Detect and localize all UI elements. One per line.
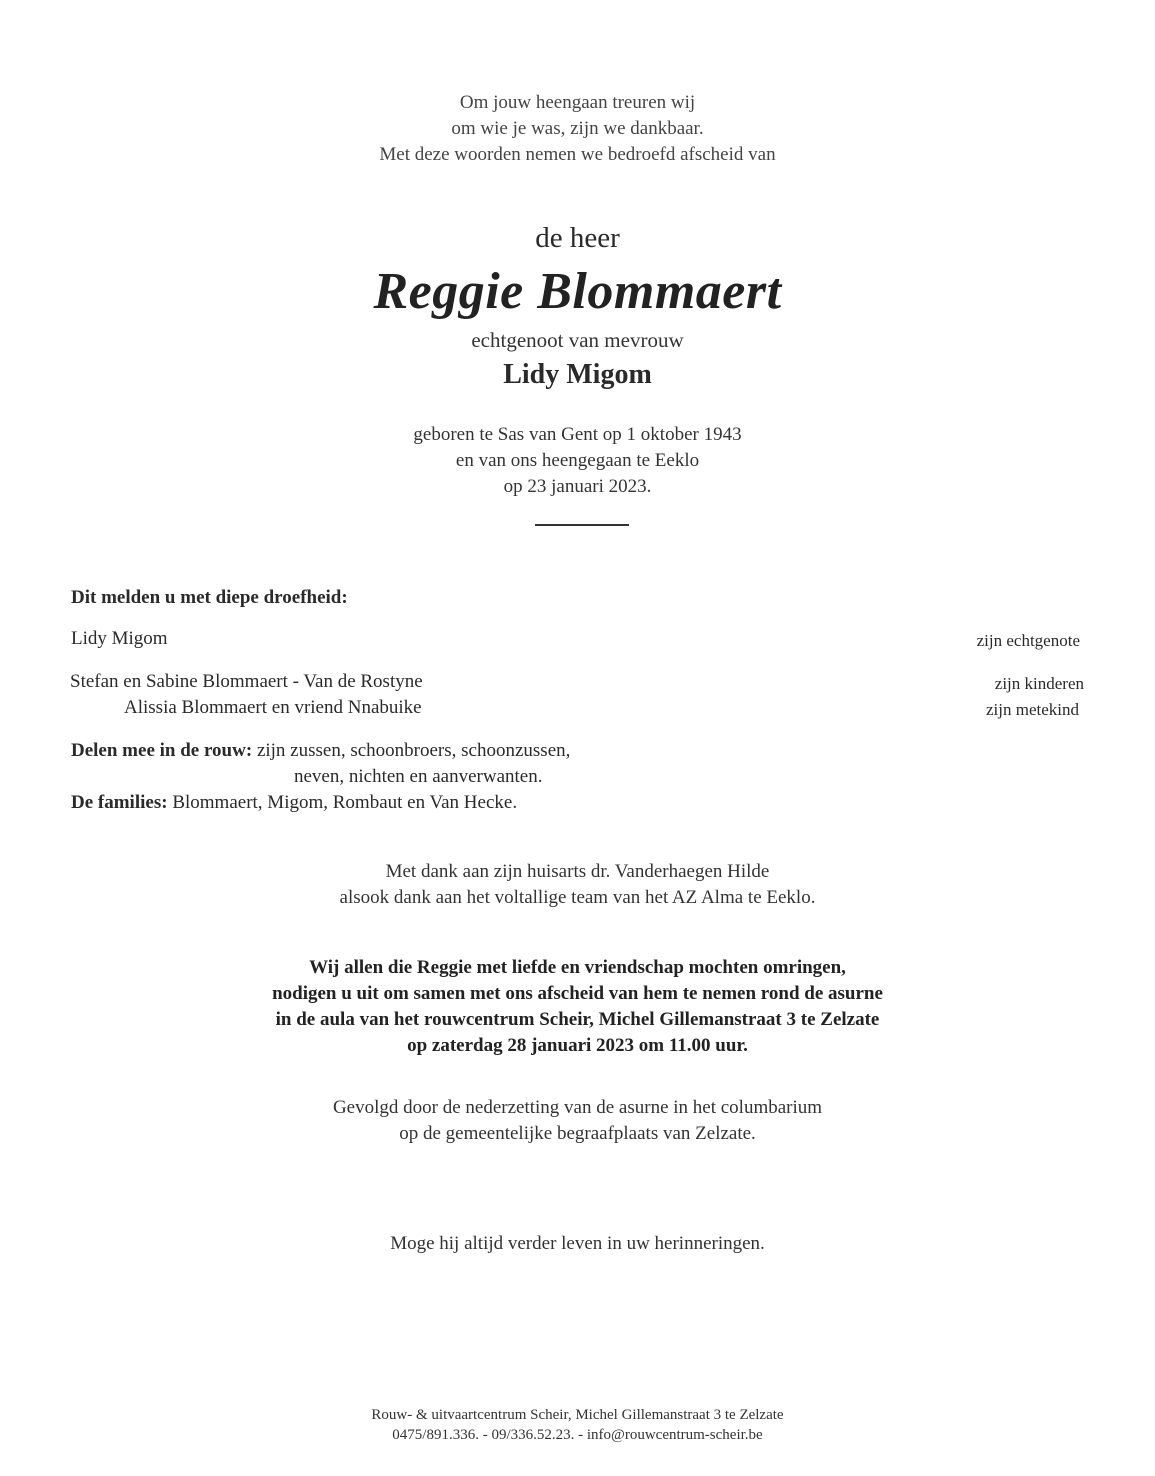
family-member-relation: zijn metekind	[985, 700, 1079, 719]
intro-text	[0, 90, 1155, 168]
invitation-line: in de aula van het rouwcentrum Scheir, Michel Gillemanstraat 3 te Zelzate	[275, 1009, 880, 1030]
family-member-relation: zijn kinderen	[994, 674, 1084, 693]
intro-line: Om jouw heengaan treuren wij	[459, 92, 696, 113]
families-line	[71, 792, 517, 814]
invitation-text	[0, 955, 1155, 1059]
invitation-line: Wij allen die Reggie met liefde en vriendschap mochten omringen,	[309, 957, 846, 978]
spouse-label: echtgenoot van mevrouw	[471, 328, 684, 352]
footer	[0, 1405, 1155, 1445]
thanks-text	[0, 859, 1155, 911]
dates-line: op 23 januari 2023.	[503, 476, 652, 497]
family-member-relation: zijn echtgenote	[976, 631, 1080, 650]
share-grief-line: neven, nichten en aanverwanten.	[294, 766, 543, 787]
families-label: De families:	[71, 792, 168, 813]
family-member-name: Lidy Migom	[71, 628, 168, 649]
closing-text: Moge hij altijd verder leven in uw herinneringen.	[390, 1233, 765, 1254]
followed-line: Gevolgd door de nederzetting van de asurne in het columbarium	[332, 1097, 823, 1118]
spouse-name: Lidy Migom	[503, 359, 652, 390]
invitation-line: nodigen u uit om samen met ons afscheid van hem te nemen rond de asurne	[272, 983, 883, 1004]
thanks-line: Met dank aan zijn huisarts dr. Vanderhaegen Hilde	[385, 861, 770, 882]
life-dates	[0, 422, 1155, 500]
dates-line: geboren te Sas van Gent op 1 oktober 1943	[413, 424, 742, 445]
dates-line: en van ons heengegaan te Eeklo	[455, 450, 700, 471]
family-member-name: Stefan en Sabine Blommaert - Van de Rostyne	[70, 671, 423, 692]
followed-text	[0, 1095, 1155, 1147]
footer-address: Rouw- & uitvaartcentrum Scheir, Michel Gillemanstraat 3 te Zelzate	[371, 1407, 784, 1423]
announcement-heading: Dit melden u met diepe droefheid:	[71, 587, 348, 608]
divider	[535, 524, 629, 526]
intro-line: om wie je was, zijn we dankbaar.	[451, 118, 704, 139]
family-member-name: Alissia Blommaert en vriend Nnabuike	[124, 697, 422, 718]
share-grief-line	[71, 740, 570, 762]
thanks-line: alsook dank aan het voltallige team van het AZ Alma te Eeklo.	[339, 887, 816, 908]
footer-contact: 0475/891.336. - 09/336.52.23. - info@rouwcentrum-scheir.be	[392, 1427, 763, 1443]
invitation-line: op zaterdag 28 januari 2023 om 11.00 uur.	[407, 1035, 748, 1056]
intro-line: Met deze woorden nemen we bedroefd afscheid van	[379, 144, 776, 165]
share-grief-label: Delen mee in de rouw:	[71, 740, 253, 761]
title-prefix: de heer	[535, 222, 620, 254]
families-text: Blommaert, Migom, Rombaut en Van Hecke.	[167, 792, 518, 813]
deceased-name: Reggie Blommaert	[373, 263, 782, 320]
share-grief-text: zijn zussen, schoonbroers, schoonzussen,	[252, 740, 571, 761]
followed-line: op de gemeentelijke begraafplaats van Zelzate.	[399, 1123, 756, 1144]
